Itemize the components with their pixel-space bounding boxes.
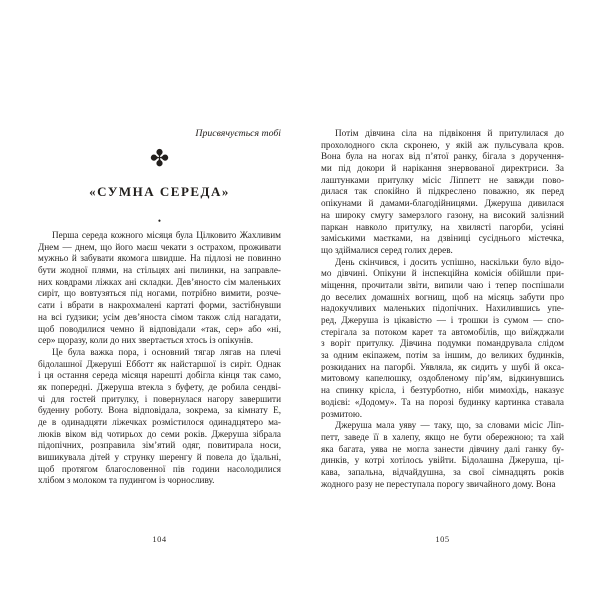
chapter-title: «СУМНА СЕРЕДА» (89, 184, 230, 199)
right-page-number: 105 (435, 534, 450, 544)
text-line: паркан навколо притулку, на хвилясті пагорби, усіяні (321, 221, 564, 232)
text-line: яка багата, уява не могла занести дівчину далі ганку бу- (321, 443, 564, 454)
text-line: бідолашної Джеруші Ебботт як найстаршої із сиріт. Однак (38, 358, 281, 369)
text-line: митовому капелюшку, оздобленому пір’ям, відкинувшись (321, 373, 564, 384)
text-line: і ця остання середа місяця нарешті добігла кінця так само, (38, 370, 281, 381)
text-line: заміськими маєтками, на дзвіниці сусіднього містечка, (321, 233, 564, 244)
text-line: що здіймалися серед голих дерев. (321, 244, 453, 255)
text-line: Потім дівчина сіла на підвіконня й притулилася до (335, 128, 564, 138)
text-line: жодного разу не переступала порогу звичайного дому. Вона (321, 478, 556, 489)
text-line: де в одинадцяти ліжечках розмістилося одинадцятеро ма- (38, 417, 281, 427)
text-line: Джеруша мала уяву — таку, що, за словами місіс Ліп- (335, 420, 564, 431)
text-line: розмитою. (321, 408, 363, 419)
text-line: сиріт, що вовтузяться під ногами, потрібно вимити, розче- (38, 288, 281, 299)
text-line: за одним екіпажем, потім за іншим, до великих будинків, (321, 350, 564, 361)
text-line: стерігала за потоком карет та автомобілів, що виїжджали (321, 326, 564, 337)
right-page-body-text (321, 128, 564, 490)
text-line: на спинку крісла, і безтурботно, ніби мимохідь, наказує (321, 385, 564, 396)
section-separator-icon: • (157, 216, 162, 226)
text-line: динків, у котрі хотілось увійти. Бідолашна Джеруша, ці- (321, 455, 564, 466)
text-line: на широку смугу замерзлого газону, на високий залізний (321, 209, 564, 220)
text-line: буденну роботу. Вона відповідала, зокрема, за кімнату Е, (38, 405, 281, 416)
text-line: на всі ґудзики; усім дев’яноста сімом також слід нагадати, (38, 311, 281, 322)
text-line: до веселих домашніх вогнищ, щоб на місяць забути про (321, 291, 564, 302)
text-line: Перша середа кожного місяця була Цілковито Жахливим (52, 230, 281, 240)
text-line: мужньо й забувати якомога швидше. На підлозі не повинно (38, 253, 281, 264)
text-line: міщення, прочитали звіти, випили чаю і тепер поспішали (321, 279, 564, 290)
text-line: День скінчився, і досить успішно, наскільки було відо- (335, 256, 564, 267)
text-line: лаштунками притулку місіс Ліппетт не завжди пово- (321, 174, 564, 185)
text-line: вишикувала дітей у струнку шеренгу й повела до їдальні, (38, 452, 281, 463)
text-line: підопічних, розправила зім’ятий одяг, повитирала носи, (38, 440, 281, 451)
text-line: сати і вбрати в накрохмалені картаті форми, застібнувши (38, 300, 281, 311)
left-page-body-text (38, 230, 281, 487)
text-line: ми під докори й нарікання знервованої директриси. За (321, 163, 564, 174)
dedication-text: Присвячується тобі (195, 128, 281, 139)
text-line: Вона була на ногах від п’ятої ранку, бігала з доручення- (321, 151, 564, 162)
text-line: водієві: «Додому». Та на порозі будинку картинка ставала (321, 396, 564, 407)
text-line: як попередні. Джеруша втекла з буфету, де робила сендві- (38, 381, 281, 392)
text-line: з воріт притулку. Дівчина подумки помандрувала слідом (321, 338, 564, 349)
text-line: сер» щоразу, коли до них звертається хтось із опікунів. (38, 335, 253, 346)
text-line: надокучливих маленьких підопічних. Нахилившись упе- (321, 303, 564, 314)
text-line: мо дівчині. Опікуни й інспекційна комісія обійшли при- (321, 268, 564, 279)
text-line: ред, Джеруша із цікавістю — і трошки із сумом — спо- (321, 315, 564, 325)
text-line: щоб поводилися чемно й відповідали «так, сер» або «ні, (38, 323, 281, 334)
text-line: розкиданих на пагорбі. Уявляла, як сидить у шубі й окса- (321, 361, 564, 372)
right-page (321, 0, 564, 600)
left-page (38, 0, 281, 600)
text-line: щоб протягом благословенної пів години насолодилися (38, 463, 281, 474)
left-page-number: 104 (152, 534, 167, 544)
text-line: бути жодної плями, на стільцях ані пилинки, на заправле- (38, 265, 281, 276)
text-line: кава, запальна, відчайдушна, за свої сімнадцять років (321, 466, 564, 477)
text-line: люків віком від чотирьох до семи років. Джеруша зібрала (38, 428, 281, 439)
text-line: прохолодного скла скронею, у якій аж пульсувала кров. (321, 139, 564, 150)
fleuron-ornament-icon: ✤ (149, 146, 170, 171)
text-line: Це була важка пора, і основний тягар лягав на плечі (52, 346, 281, 357)
text-line: дилася так спокійно й підкреслено поважно, як перед (321, 186, 564, 197)
text-line: петт, заведе її в халепу, якщо не бути обережною; та хай (321, 431, 564, 442)
text-line: опікунами й дамами-благодійницями. Джеруша дивилася (321, 198, 564, 209)
text-line: хлібом з молоком та пудингом із чорносливу. (38, 475, 215, 486)
text-line: Днем — днем, що його маєш чекати з острахом, проживати (38, 241, 281, 252)
text-line: чі для гостей притулку, і повернулася нагору завершити (38, 393, 281, 404)
text-line: них ковдрами ліжках ані складки. Дев’яносто сім маленьких (38, 276, 281, 287)
